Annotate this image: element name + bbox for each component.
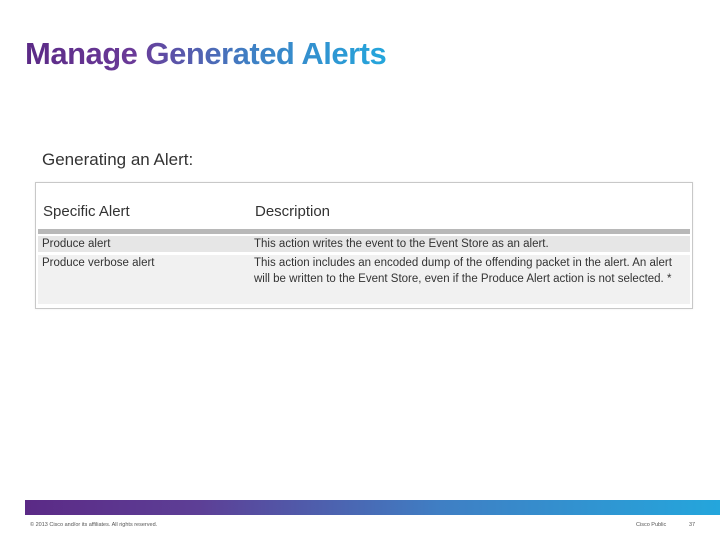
- slide-title: Manage Generated Alerts: [25, 36, 387, 71]
- table-header-description: Description: [255, 203, 331, 220]
- table-cell-description: This action writes the event to the Event Store as an alert.: [250, 236, 690, 252]
- footer-gradient-bar: [25, 500, 720, 515]
- page-number: 37: [689, 522, 696, 528]
- table-header-specific-alert: Specific Alert: [43, 203, 130, 220]
- footer-classification: Cisco Public: [636, 522, 667, 528]
- table-cell-alert: Produce alert: [38, 236, 251, 252]
- table-cell-alert: Produce verbose alert: [38, 255, 251, 304]
- alert-table: [35, 182, 693, 309]
- table-header-divider: [38, 229, 690, 234]
- table-cell-description: This action includes an encoded dump of the offending packet in the alert. An alert will be written to the Event Store, even if the Produce Alert action is not selected. *: [250, 255, 690, 304]
- subheading: Generating an Alert:: [42, 150, 194, 169]
- footer-copyright: © 2013 Cisco and/or its affiliates. All rights reserved.: [30, 522, 158, 528]
